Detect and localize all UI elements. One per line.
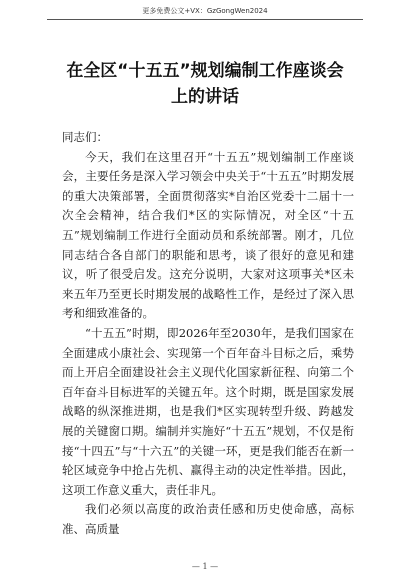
page-number: — 1 — [191, 562, 219, 571]
paragraph: “十五五”时期，即2026年至2030年，是我们国家在全面建成小康社会、实现第一个百年奋斗目标之后，乘势而上开启全面建设社会主义现代化国家新征程、向第二个百年奋斗目标进军的关键五年。这个时期，既是国家发展战略的纵深推进期，也是我们*区实现转型升级、跨越发展的关键窗口期。编制并实施好“十五五”规划，不仅是衔接“十四五”与“十六五”的关键一环，更是我们能否在新一轮区域竞争中抢占先机、赢得主动的决定性举措。因此，这项工作意义重大，责任非凡。 [62, 325, 354, 497]
header-text: 更多免费公文+VX：GzGongWen2024 [142, 7, 268, 15]
document-body [62, 128, 354, 539]
greeting: 同志们： [62, 130, 108, 144]
header-divider [47, 19, 363, 20]
paragraph: 我们必须以高度的政治责任感和历史使命感，高标准、高质量 [62, 502, 354, 536]
paragraph: 今天，我们在这里召开“十五五”规划编制工作座谈会，主要任务是深入学习领会中央关于“十五五”时期发展的重大决策部署，全面贯彻落实*自治区党委十二届十一次全会精神，结合我们*区的实际情况，对全区“十五五”规划编制工作进行全面动员和系统部署。刚才，几位同志结合各自部门的职能和思考，谈了很好的意见和建议，听了很受启发。这充分说明，大家对这项事关*区未来五年乃至更长时期发展的战略性工作，是经过了深入思考和细致准备的。 [62, 149, 354, 321]
document-title: 在全区“十五五”规划编制工作座谈会上的讲话 [66, 61, 344, 107]
page-header [0, 6, 410, 16]
